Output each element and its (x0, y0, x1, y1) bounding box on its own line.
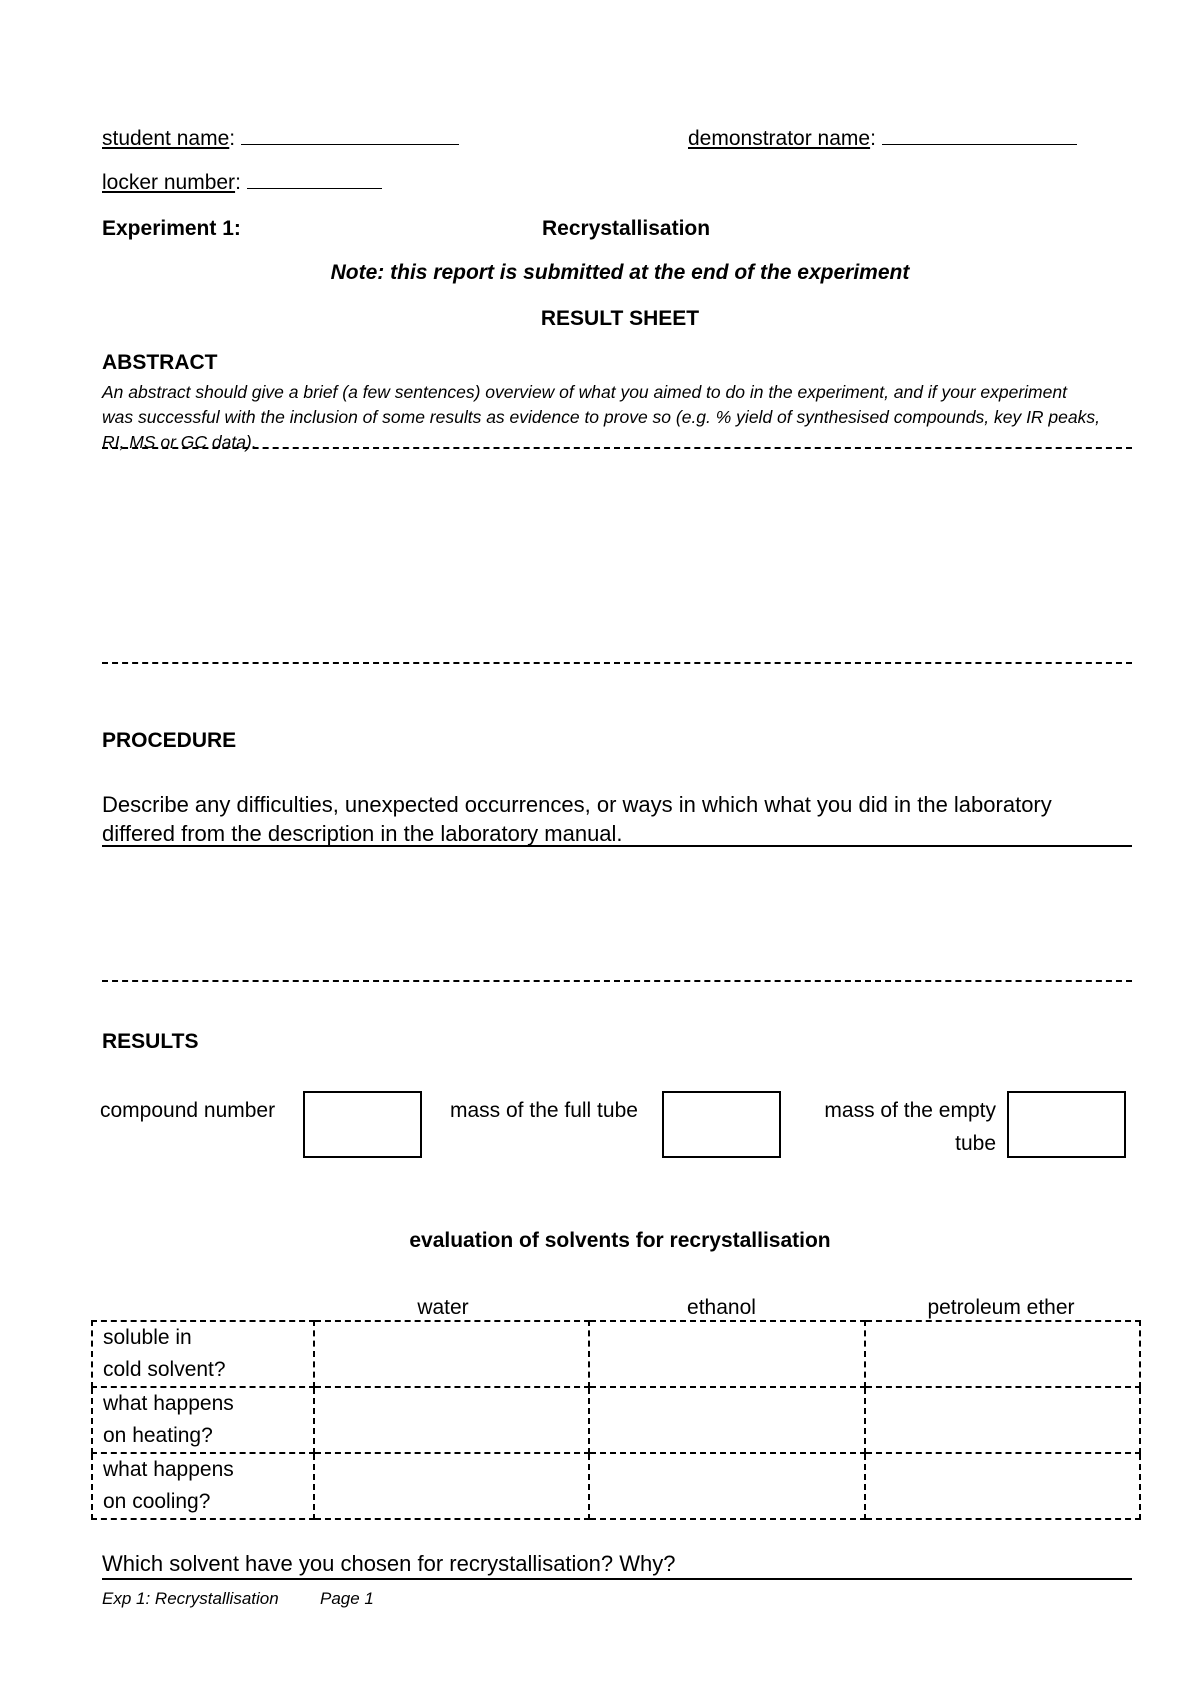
cell-water-soluble[interactable] (314, 1321, 589, 1387)
column-petroleum-ether: petroleum ether (927, 1296, 1075, 1319)
demonstrator-name-field[interactable]: demonstrator name: (688, 126, 1077, 152)
cell-ethanol-soluble[interactable] (589, 1321, 864, 1387)
table-row (92, 1453, 1140, 1519)
abstract-bottom-rule (102, 662, 1132, 664)
procedure-bottom-rule (102, 980, 1132, 982)
cell-ethanol-cooling[interactable] (589, 1453, 864, 1519)
solvent-choice-rule[interactable] (102, 1578, 1132, 1580)
locker-number-field[interactable]: locker number: (102, 170, 382, 196)
abstract-top-rule (102, 447, 1132, 449)
solvent-choice-question: Which solvent have you chosen for recrystallisation? Why? (102, 1551, 676, 1576)
student-name-field[interactable]: student name: (102, 126, 459, 152)
procedure-heading: PROCEDURE (102, 729, 237, 752)
solvent-evaluation-table (91, 1320, 1141, 1520)
table-row (92, 1321, 1140, 1387)
experiment-title: Recrystallisation (542, 217, 711, 240)
cell-petroleum-ether-heating[interactable] (865, 1387, 1140, 1453)
empty-tube-label-line1: mass of the empty (824, 1099, 996, 1122)
compound-number-label: compound number (100, 1099, 276, 1122)
column-ethanol: ethanol (687, 1296, 756, 1319)
experiment-label: Experiment 1: (102, 217, 241, 240)
procedure-prompt: Describe any difficulties, unexpected occurrences, or ways in which what you did in the laboratory differed from the description in the laboratory manual. (102, 792, 1052, 846)
procedure-answer-area[interactable] (102, 850, 1132, 980)
locker-number-label: locker number (102, 171, 236, 194)
table-row (92, 1387, 1140, 1453)
demonstrator-name-label: demonstrator name (688, 127, 871, 150)
student-name-label: student name (102, 127, 230, 150)
cell-petroleum-ether-soluble[interactable] (865, 1321, 1140, 1387)
row-label-cooling: what happens on cooling? (92, 1453, 314, 1519)
empty-tube-mass-box[interactable] (1007, 1091, 1126, 1158)
footer-page-number: Page 1 (320, 1589, 374, 1608)
footer-experiment-label: Exp 1: Recrystallisation (102, 1589, 279, 1608)
abstract-answer-area[interactable] (102, 452, 1132, 662)
student-name-blank[interactable] (241, 126, 459, 145)
abstract-heading: ABSTRACT (102, 351, 218, 374)
results-heading: RESULTS (102, 1030, 199, 1053)
column-water: water (417, 1296, 469, 1319)
solvent-evaluation-title: evaluation of solvents for recrystallisation (409, 1229, 831, 1252)
result-sheet-title: RESULT SHEET (540, 307, 700, 330)
row-label-heating: what happens on heating? (92, 1387, 314, 1453)
cell-water-cooling[interactable] (314, 1453, 589, 1519)
locker-number-blank[interactable] (247, 170, 382, 189)
cell-water-heating[interactable] (314, 1387, 589, 1453)
abstract-instructions: An abstract should give a brief (a few sentences) overview of what you aimed to do in the experiment, and if your experiment was successful with the inclusion of some results as evidence to prove so (e.g. % yield of synthesised compounds, key IR peaks, RI, MS or GC data). (102, 382, 1100, 452)
cell-ethanol-heating[interactable] (589, 1387, 864, 1453)
empty-tube-label-line2: tube (955, 1132, 996, 1155)
row-label-soluble: soluble in cold solvent? (92, 1321, 314, 1387)
demonstrator-name-blank[interactable] (882, 126, 1077, 145)
submission-note: Note: this report is submitted at the end of the experiment (330, 261, 910, 284)
cell-petroleum-ether-cooling[interactable] (865, 1453, 1140, 1519)
procedure-top-rule (102, 845, 1132, 847)
compound-number-box[interactable] (303, 1091, 422, 1158)
full-tube-label: mass of the full tube (450, 1099, 638, 1122)
